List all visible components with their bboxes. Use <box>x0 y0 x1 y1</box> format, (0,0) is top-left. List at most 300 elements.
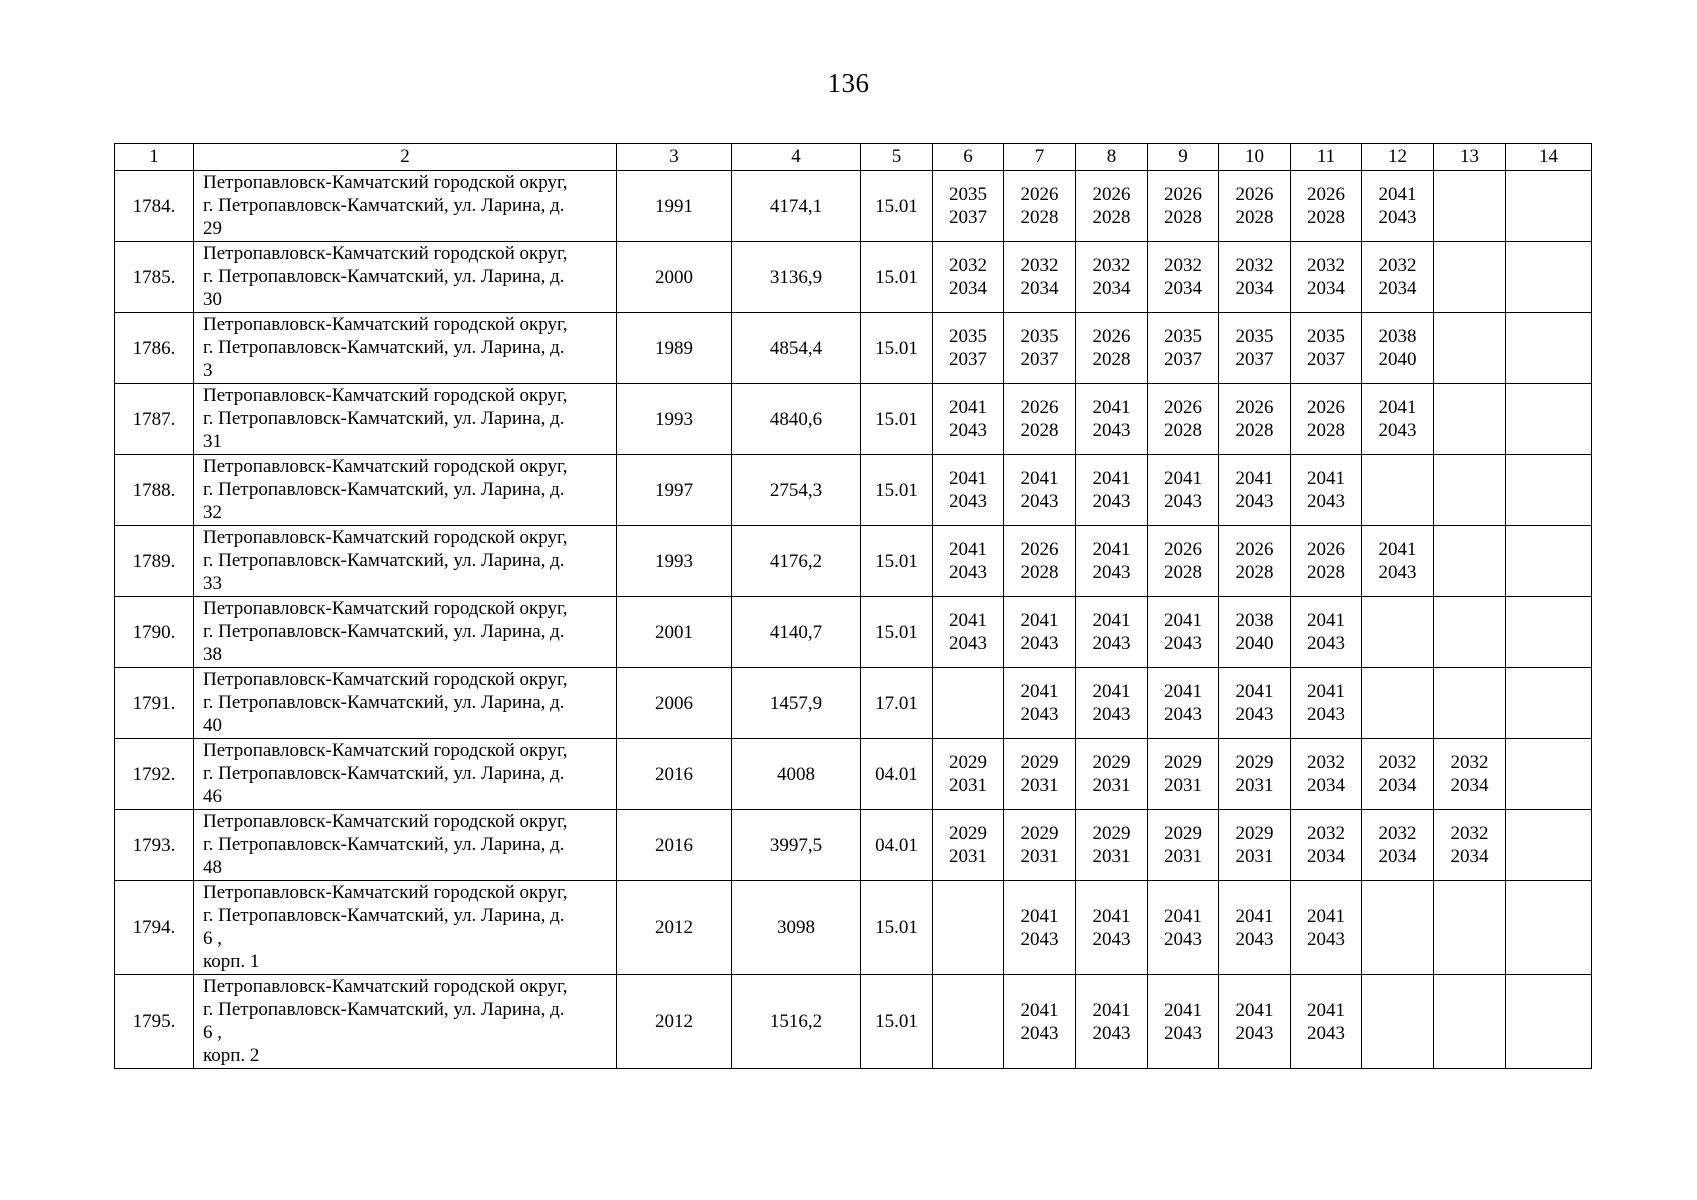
period-cell-col-14 <box>1506 455 1592 526</box>
period-cell-col-7 <box>1004 881 1076 975</box>
period-cell-col-9 <box>1148 384 1219 455</box>
period-end-year: 2043 <box>1020 491 1059 512</box>
period-cell-col-12 <box>1362 975 1434 1069</box>
period-cell-col-11 <box>1291 810 1362 881</box>
period-start-year: 2029 <box>1092 823 1131 844</box>
period-cell-col-9 <box>1148 668 1219 739</box>
period-end-year: 2028 <box>1092 207 1131 228</box>
area-cell: 4840,6 <box>732 384 861 455</box>
period-cell-col-10 <box>1219 739 1291 810</box>
row-number-cell: 1790. <box>115 597 194 668</box>
column-header-6: 6 <box>933 144 1004 171</box>
period-cell-col-10 <box>1219 455 1291 526</box>
period-start-year: 2029 <box>1092 752 1131 773</box>
period-start-year: 2041 <box>1164 681 1202 702</box>
period-end-year: 2043 <box>1307 491 1345 512</box>
address-line: 32 <box>203 502 222 523</box>
address-cell <box>194 242 617 313</box>
column-header-9: 9 <box>1148 144 1219 171</box>
period-cell-col-11 <box>1291 881 1362 975</box>
address-cell <box>194 384 617 455</box>
period-start-year: 2032 <box>1450 823 1489 844</box>
period-cell-col-12 <box>1362 668 1434 739</box>
year-built-cell: 2016 <box>617 810 732 881</box>
table-row <box>115 242 1592 313</box>
table-row <box>115 313 1592 384</box>
period-cell-col-10 <box>1219 384 1291 455</box>
period-start-year: 2029 <box>1164 823 1202 844</box>
period-end-year: 2037 <box>1020 349 1059 370</box>
period-cell-col-9 <box>1148 455 1219 526</box>
period-cell-col-10 <box>1219 975 1291 1069</box>
period-end-year: 2031 <box>1092 775 1131 796</box>
address-cell <box>194 668 617 739</box>
period-end-year: 2043 <box>1378 420 1417 441</box>
address-line: 6 , <box>203 928 222 949</box>
period-start-year: 2041 <box>1164 468 1202 489</box>
period-start-year: 2026 <box>1307 539 1345 560</box>
period-cell-col-13 <box>1434 313 1506 384</box>
address-line: г. Петропавловск-Камчатский, ул. Ларина, д. <box>203 999 565 1020</box>
period-start-year: 2032 <box>1307 823 1345 844</box>
period-cell-col-12 <box>1362 881 1434 975</box>
address-line: Петропавловск-Камчатский городской округ, <box>203 740 568 761</box>
year-built-cell: 1991 <box>617 171 732 242</box>
address-line: г. Петропавловск-Камчатский, ул. Ларина, д. <box>203 763 565 784</box>
period-end-year: 2037 <box>1235 349 1274 370</box>
period-cell-col-14 <box>1506 171 1592 242</box>
period-cell-col-12 <box>1362 526 1434 597</box>
period-start-year: 2041 <box>1020 999 1059 1021</box>
year-built-cell: 2000 <box>617 242 732 313</box>
code-cell: 15.01 <box>861 313 933 384</box>
code-cell: 17.01 <box>861 668 933 739</box>
row-number-cell: 1792. <box>115 739 194 810</box>
code-cell: 15.01 <box>861 526 933 597</box>
code-cell: 15.01 <box>861 597 933 668</box>
period-start-year: 2041 <box>1235 681 1274 702</box>
period-start-year: 2029 <box>1164 752 1202 773</box>
period-cell-col-12 <box>1362 597 1434 668</box>
period-end-year: 2028 <box>1164 207 1202 228</box>
table-row <box>115 668 1592 739</box>
period-start-year: 2032 <box>949 255 987 276</box>
period-start-year: 2041 <box>1164 610 1202 631</box>
address-line: корп. 1 <box>203 951 260 972</box>
area-cell: 1516,2 <box>732 975 861 1069</box>
period-cell-col-8 <box>1076 597 1148 668</box>
period-end-year: 2043 <box>1164 633 1202 654</box>
address-line: г. Петропавловск-Камчатский, ул. Ларина, д. <box>203 195 565 216</box>
period-start-year: 2026 <box>1235 539 1274 560</box>
period-cell-col-6 <box>933 881 1004 975</box>
period-start-year: 2026 <box>1164 184 1202 205</box>
address-line: 46 <box>203 786 222 807</box>
address-line: г. Петропавловск-Камчатский, ул. Ларина, д. <box>203 266 565 287</box>
code-cell: 15.01 <box>861 975 933 1069</box>
code-cell: 15.01 <box>861 384 933 455</box>
period-cell-col-10 <box>1219 597 1291 668</box>
address-cell <box>194 881 617 975</box>
area-cell: 3997,5 <box>732 810 861 881</box>
period-cell-col-9 <box>1148 881 1219 975</box>
period-cell-col-13 <box>1434 526 1506 597</box>
period-cell-col-6 <box>933 313 1004 384</box>
address-cell <box>194 455 617 526</box>
period-end-year: 2028 <box>1092 349 1131 370</box>
period-cell-col-7 <box>1004 313 1076 384</box>
address-line: 29 <box>203 218 222 239</box>
period-start-year: 2035 <box>1020 326 1059 347</box>
year-built-cell: 2012 <box>617 881 732 975</box>
period-end-year: 2043 <box>1020 1022 1059 1044</box>
column-header-13: 13 <box>1434 144 1506 171</box>
period-cell-col-13 <box>1434 881 1506 975</box>
period-start-year: 2032 <box>1092 255 1131 276</box>
period-end-year: 2043 <box>1235 704 1274 725</box>
period-end-year: 2043 <box>1092 928 1131 950</box>
period-end-year: 2043 <box>949 633 987 654</box>
address-line: г. Петропавловск-Камчатский, ул. Ларина, д. <box>203 479 565 500</box>
area-cell: 3136,9 <box>732 242 861 313</box>
period-end-year: 2034 <box>1020 278 1059 299</box>
period-start-year: 2041 <box>1378 184 1417 205</box>
code-cell: 04.01 <box>861 810 933 881</box>
period-cell-col-11 <box>1291 597 1362 668</box>
column-header-5: 5 <box>861 144 933 171</box>
code-cell: 15.01 <box>861 242 933 313</box>
address-line: Петропавловск-Камчатский городской округ, <box>203 243 568 264</box>
period-cell-col-7 <box>1004 810 1076 881</box>
address-line: корп. 2 <box>203 1045 260 1066</box>
period-end-year: 2043 <box>1092 562 1131 583</box>
period-cell-col-9 <box>1148 313 1219 384</box>
period-cell-col-11 <box>1291 739 1362 810</box>
period-end-year: 2043 <box>1020 928 1059 950</box>
address-line: г. Петропавловск-Камчатский, ул. Ларина, д. <box>203 621 565 642</box>
period-cell-col-13 <box>1434 810 1506 881</box>
period-start-year: 2041 <box>1307 905 1345 927</box>
period-start-year: 2026 <box>1020 539 1059 560</box>
period-start-year: 2041 <box>1020 681 1059 702</box>
period-end-year: 2028 <box>1020 562 1059 583</box>
year-built-cell: 2012 <box>617 975 732 1069</box>
period-end-year: 2028 <box>1164 562 1202 583</box>
period-end-year: 2037 <box>949 349 987 370</box>
period-end-year: 2031 <box>1164 846 1202 867</box>
period-cell-col-6 <box>933 526 1004 597</box>
period-cell-col-12 <box>1362 242 1434 313</box>
period-start-year: 2041 <box>1235 905 1274 927</box>
period-end-year: 2043 <box>1307 1022 1345 1044</box>
address-line: Петропавловск-Камчатский городской округ, <box>203 314 568 335</box>
period-cell-col-8 <box>1076 526 1148 597</box>
area-cell: 2754,3 <box>732 455 861 526</box>
column-header-2: 2 <box>194 144 617 171</box>
table-row <box>115 739 1592 810</box>
period-start-year: 2026 <box>1235 184 1274 205</box>
period-cell-col-7 <box>1004 668 1076 739</box>
period-cell-col-7 <box>1004 242 1076 313</box>
address-line: Петропавловск-Камчатский городской округ, <box>203 456 568 477</box>
period-start-year: 2041 <box>1235 999 1274 1021</box>
address-line: Петропавловск-Камчатский городской округ, <box>203 811 568 832</box>
period-end-year: 2043 <box>1092 491 1131 512</box>
table-row <box>115 455 1592 526</box>
period-start-year: 2041 <box>1020 468 1059 489</box>
code-cell: 15.01 <box>861 881 933 975</box>
period-cell-col-10 <box>1219 171 1291 242</box>
period-end-year: 2031 <box>1235 846 1274 867</box>
column-header-11: 11 <box>1291 144 1362 171</box>
period-end-year: 2043 <box>1235 928 1274 950</box>
period-cell-col-6 <box>933 975 1004 1069</box>
period-cell-col-11 <box>1291 384 1362 455</box>
period-start-year: 2038 <box>1378 326 1417 347</box>
period-cell-col-11 <box>1291 171 1362 242</box>
address-line: Петропавловск-Камчатский городской округ, <box>203 882 568 903</box>
area-cell: 4008 <box>732 739 861 810</box>
period-end-year: 2043 <box>1092 1022 1131 1044</box>
period-end-year: 2031 <box>1020 846 1059 867</box>
period-start-year: 2026 <box>1235 397 1274 418</box>
period-end-year: 2043 <box>1164 704 1202 725</box>
period-cell-col-11 <box>1291 975 1362 1069</box>
address-cell <box>194 810 617 881</box>
address-cell <box>194 171 617 242</box>
address-line: г. Петропавловск-Камчатский, ул. Ларина, д. <box>203 905 565 926</box>
row-number-cell: 1784. <box>115 171 194 242</box>
period-start-year: 2041 <box>1020 905 1059 927</box>
table-body <box>115 171 1592 1069</box>
period-start-year: 2026 <box>1020 184 1059 205</box>
period-cell-col-8 <box>1076 242 1148 313</box>
address-cell <box>194 975 617 1069</box>
period-end-year: 2028 <box>1164 420 1202 441</box>
period-start-year: 2041 <box>949 397 987 418</box>
period-cell-col-12 <box>1362 313 1434 384</box>
address-line: г. Петропавловск-Камчатский, ул. Ларина, д. <box>203 834 565 855</box>
period-end-year: 2043 <box>1378 207 1417 228</box>
period-start-year: 2026 <box>1092 326 1131 347</box>
table-row <box>115 171 1592 242</box>
year-built-cell: 1989 <box>617 313 732 384</box>
row-number-cell: 1795. <box>115 975 194 1069</box>
period-end-year: 2034 <box>1307 775 1345 796</box>
column-header-12: 12 <box>1362 144 1434 171</box>
period-start-year: 2041 <box>1092 610 1131 631</box>
period-start-year: 2041 <box>1092 468 1131 489</box>
period-end-year: 2028 <box>1020 207 1059 228</box>
period-cell-col-11 <box>1291 668 1362 739</box>
period-start-year: 2026 <box>1164 397 1202 418</box>
period-end-year: 2040 <box>1235 633 1274 654</box>
period-cell-col-8 <box>1076 171 1148 242</box>
period-end-year: 2043 <box>1092 633 1131 654</box>
period-start-year: 2032 <box>1378 823 1417 844</box>
period-cell-col-10 <box>1219 668 1291 739</box>
period-cell-col-13 <box>1434 455 1506 526</box>
period-cell-col-8 <box>1076 313 1148 384</box>
address-line: 30 <box>203 289 222 310</box>
period-cell-col-13 <box>1434 668 1506 739</box>
period-start-year: 2026 <box>1307 184 1345 205</box>
period-start-year: 2041 <box>1164 999 1202 1021</box>
column-header-4: 4 <box>732 144 861 171</box>
period-end-year: 2028 <box>1020 420 1059 441</box>
period-start-year: 2041 <box>949 539 987 560</box>
period-end-year: 2034 <box>1378 775 1417 796</box>
period-start-year: 2032 <box>1307 255 1345 276</box>
period-start-year: 2041 <box>1092 905 1131 927</box>
period-start-year: 2041 <box>1378 539 1417 560</box>
column-header-14: 14 <box>1506 144 1592 171</box>
period-cell-col-6 <box>933 668 1004 739</box>
period-cell-col-7 <box>1004 739 1076 810</box>
period-start-year: 2035 <box>1164 326 1202 347</box>
period-cell-col-11 <box>1291 313 1362 384</box>
period-end-year: 2034 <box>1450 775 1489 796</box>
period-end-year: 2034 <box>1092 278 1131 299</box>
period-end-year: 2043 <box>1307 704 1345 725</box>
period-end-year: 2034 <box>1450 846 1489 867</box>
address-line: г. Петропавловск-Камчатский, ул. Ларина, д. <box>203 408 565 429</box>
table-row <box>115 526 1592 597</box>
period-end-year: 2043 <box>1092 704 1131 725</box>
row-number-cell: 1794. <box>115 881 194 975</box>
column-header-8: 8 <box>1076 144 1148 171</box>
period-start-year: 2035 <box>1235 326 1274 347</box>
period-cell-col-6 <box>933 171 1004 242</box>
period-end-year: 2043 <box>1020 704 1059 725</box>
row-number-cell: 1787. <box>115 384 194 455</box>
row-number-cell: 1785. <box>115 242 194 313</box>
period-start-year: 2026 <box>1092 184 1131 205</box>
period-start-year: 2035 <box>949 184 987 205</box>
year-built-cell: 1993 <box>617 384 732 455</box>
period-start-year: 2032 <box>1020 255 1059 276</box>
period-cell-col-11 <box>1291 526 1362 597</box>
period-start-year: 2041 <box>1092 999 1131 1021</box>
address-line: 31 <box>203 431 222 452</box>
address-line: г. Петропавловск-Камчатский, ул. Ларина, д. <box>203 692 565 713</box>
period-start-year: 2026 <box>1307 397 1345 418</box>
period-start-year: 2029 <box>949 752 987 773</box>
period-end-year: 2028 <box>1235 420 1274 441</box>
period-start-year: 2041 <box>1307 468 1345 489</box>
period-cell-col-7 <box>1004 597 1076 668</box>
code-cell: 15.01 <box>861 171 933 242</box>
period-end-year: 2043 <box>1164 491 1202 512</box>
period-start-year: 2032 <box>1307 752 1345 773</box>
period-end-year: 2043 <box>1235 491 1274 512</box>
period-end-year: 2043 <box>1092 420 1131 441</box>
period-start-year: 2041 <box>1020 610 1059 631</box>
period-start-year: 2041 <box>1092 397 1131 418</box>
area-cell: 4854,4 <box>732 313 861 384</box>
column-header-10: 10 <box>1219 144 1291 171</box>
address-line: Петропавловск-Камчатский городской округ, <box>203 172 568 193</box>
address-line: г. Петропавловск-Камчатский, ул. Ларина, д. <box>203 337 565 358</box>
table-row <box>115 597 1592 668</box>
period-end-year: 2031 <box>949 846 987 867</box>
period-start-year: 2041 <box>1378 397 1417 418</box>
period-cell-col-11 <box>1291 242 1362 313</box>
address-cell <box>194 313 617 384</box>
code-cell: 04.01 <box>861 739 933 810</box>
period-cell-col-9 <box>1148 526 1219 597</box>
period-start-year: 2041 <box>1092 681 1131 702</box>
period-cell-col-10 <box>1219 810 1291 881</box>
period-cell-col-14 <box>1506 668 1592 739</box>
table-row <box>115 810 1592 881</box>
column-header-1: 1 <box>115 144 194 171</box>
period-start-year: 2041 <box>949 468 987 489</box>
period-end-year: 2043 <box>1307 633 1345 654</box>
period-cell-col-7 <box>1004 526 1076 597</box>
page-number: 136 <box>827 68 870 98</box>
period-cell-col-8 <box>1076 881 1148 975</box>
period-cell-col-14 <box>1506 384 1592 455</box>
period-start-year: 2032 <box>1450 752 1489 773</box>
address-line: Петропавловск-Камчатский городской округ, <box>203 385 568 406</box>
period-end-year: 2031 <box>949 775 987 796</box>
period-end-year: 2034 <box>1235 278 1274 299</box>
period-cell-col-12 <box>1362 455 1434 526</box>
period-end-year: 2037 <box>949 207 987 228</box>
period-cell-col-9 <box>1148 597 1219 668</box>
period-end-year: 2043 <box>949 562 987 583</box>
year-built-cell: 2016 <box>617 739 732 810</box>
period-cell-col-14 <box>1506 975 1592 1069</box>
address-line: г. Петропавловск-Камчатский, ул. Ларина, д. <box>203 550 565 571</box>
period-end-year: 2043 <box>1378 562 1417 583</box>
period-end-year: 2043 <box>1235 1022 1274 1044</box>
area-cell: 4176,2 <box>732 526 861 597</box>
address-line: 40 <box>203 715 222 736</box>
period-cell-col-7 <box>1004 384 1076 455</box>
address-line: Петропавловск-Камчатский городской округ, <box>203 598 568 619</box>
row-number-cell: 1791. <box>115 668 194 739</box>
period-cell-col-6 <box>933 739 1004 810</box>
column-header-7: 7 <box>1004 144 1076 171</box>
period-cell-col-13 <box>1434 242 1506 313</box>
period-start-year: 2026 <box>1020 397 1059 418</box>
period-end-year: 2028 <box>1235 207 1274 228</box>
period-start-year: 2041 <box>1307 681 1345 702</box>
period-cell-col-6 <box>933 384 1004 455</box>
period-cell-col-10 <box>1219 242 1291 313</box>
column-number-header-row <box>115 144 1592 171</box>
year-built-cell: 2001 <box>617 597 732 668</box>
period-cell-col-12 <box>1362 171 1434 242</box>
period-cell-col-8 <box>1076 975 1148 1069</box>
period-cell-col-10 <box>1219 526 1291 597</box>
period-start-year: 2035 <box>1307 326 1345 347</box>
period-cell-col-14 <box>1506 810 1592 881</box>
period-cell-col-12 <box>1362 739 1434 810</box>
period-end-year: 2043 <box>949 491 987 512</box>
period-cell-col-14 <box>1506 313 1592 384</box>
period-start-year: 2029 <box>1020 823 1059 844</box>
period-cell-col-14 <box>1506 526 1592 597</box>
period-cell-col-7 <box>1004 975 1076 1069</box>
address-line: 48 <box>203 857 222 878</box>
address-cell <box>194 597 617 668</box>
row-number-cell: 1788. <box>115 455 194 526</box>
period-cell-col-7 <box>1004 171 1076 242</box>
address-cell <box>194 739 617 810</box>
